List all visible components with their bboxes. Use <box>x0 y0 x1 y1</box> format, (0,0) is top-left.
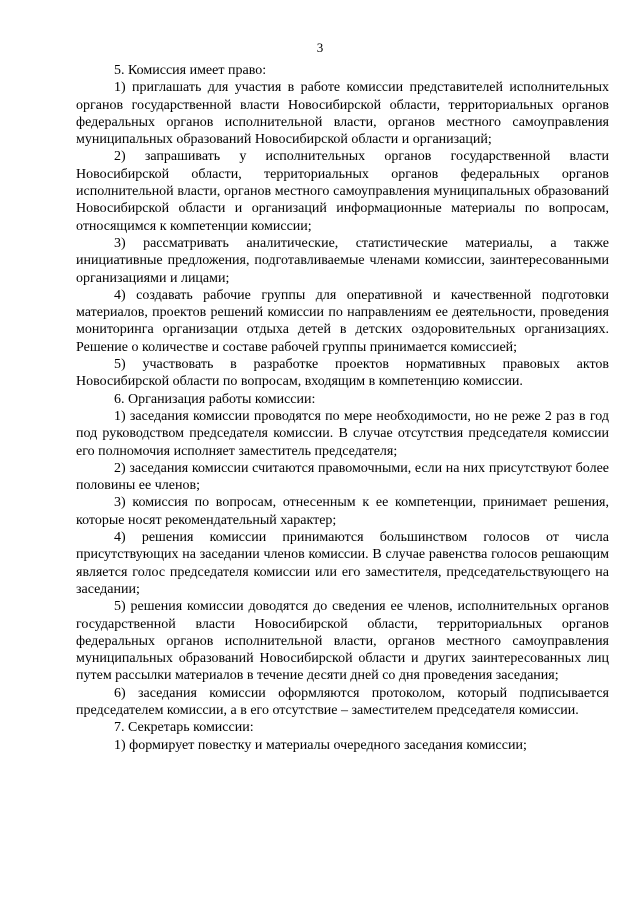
section-heading: 6. Организация работы комиссии: <box>114 391 316 407</box>
list-item: 4) решения комиссии принимаются большинством голосов от числа присутствующих на заседании членов комиссии. В случае равенства голосов решающим является голос председателя комиссии или его заместителя, председательствующего на заседании; <box>76 530 609 597</box>
document-body <box>76 62 609 754</box>
list-item: 5) решения комиссии доводятся до сведения ее членов, исполнительных органов государственной власти Новосибирской области, территориальных органов федеральных органов исполнительной власти, органов местного самоуправления муниципальных образований Новосибирской области и других заинтересованных лиц путем рассылки материалов в течение десяти дней со дня проведения заседания; <box>76 599 609 684</box>
list-item: 2) запрашивать у исполнительных органов государственной власти Новосибирской области, территориальных органов федеральных органов исполнительной власти, органов местного самоуправления муниципальных образований Новосибирской области и организаций информационные материалы по вопросам, относящимся к компетенции комиссии; <box>76 149 609 234</box>
list-item: 2) заседания комиссии считаются правомочными, если на них присутствуют более половины ее членов; <box>76 460 609 494</box>
list-item: 4) создавать рабочие группы для оперативной и качественной подготовки материалов, проектов решений комиссии по направлениям ее деятельности, проведения мониторинга организации отдыха детей в детских оздоровительных организациях. Решение о количестве и составе рабочей группы принимается комиссией; <box>76 287 609 355</box>
list-item: 5) участвовать в разработке проектов нормативных правовых актов Новосибирской области по вопросам, входящим в компетенцию комиссии. <box>76 357 609 390</box>
list-item: 1) формирует повестку и материалы очередного заседания комиссии; <box>114 737 527 753</box>
section-heading: 5. Комиссия имеет право: <box>114 63 267 78</box>
list-item: 6) заседания комиссии оформляются протоколом, который подписывается председателем комиссии, а в его отсутствие – заместителем председателя комиссии. <box>76 685 609 718</box>
list-item: 1) приглашать для участия в работе комиссии представителей исполнительных органов государственной власти Новосибирской области, территориальных органов федеральных органов исполнительной власти, органов местного самоуправления муниципальных образований Новосибирской области и организаций; <box>76 80 609 148</box>
list-item: 3) комиссия по вопросам, отнесенным к ее компетенции, принимает решения, которые носят рекомендательный характер; <box>76 495 609 528</box>
section-heading: 7. Секретарь комиссии: <box>114 720 254 736</box>
list-item: 3) рассматривать аналитические, статистические материалы, а также инициативные предложения, подготавливаемые членами комиссии, заинтересованными организациями и лицами; <box>76 235 609 286</box>
page-number: 3 <box>316 40 324 55</box>
list-item: 1) заседания комиссии проводятся по мере необходимости, но не реже 2 раз в год под руководством председателя комиссии. В случае отсутствия председателя комиссии его полномочия исполняет заместитель председателя; <box>76 408 609 459</box>
